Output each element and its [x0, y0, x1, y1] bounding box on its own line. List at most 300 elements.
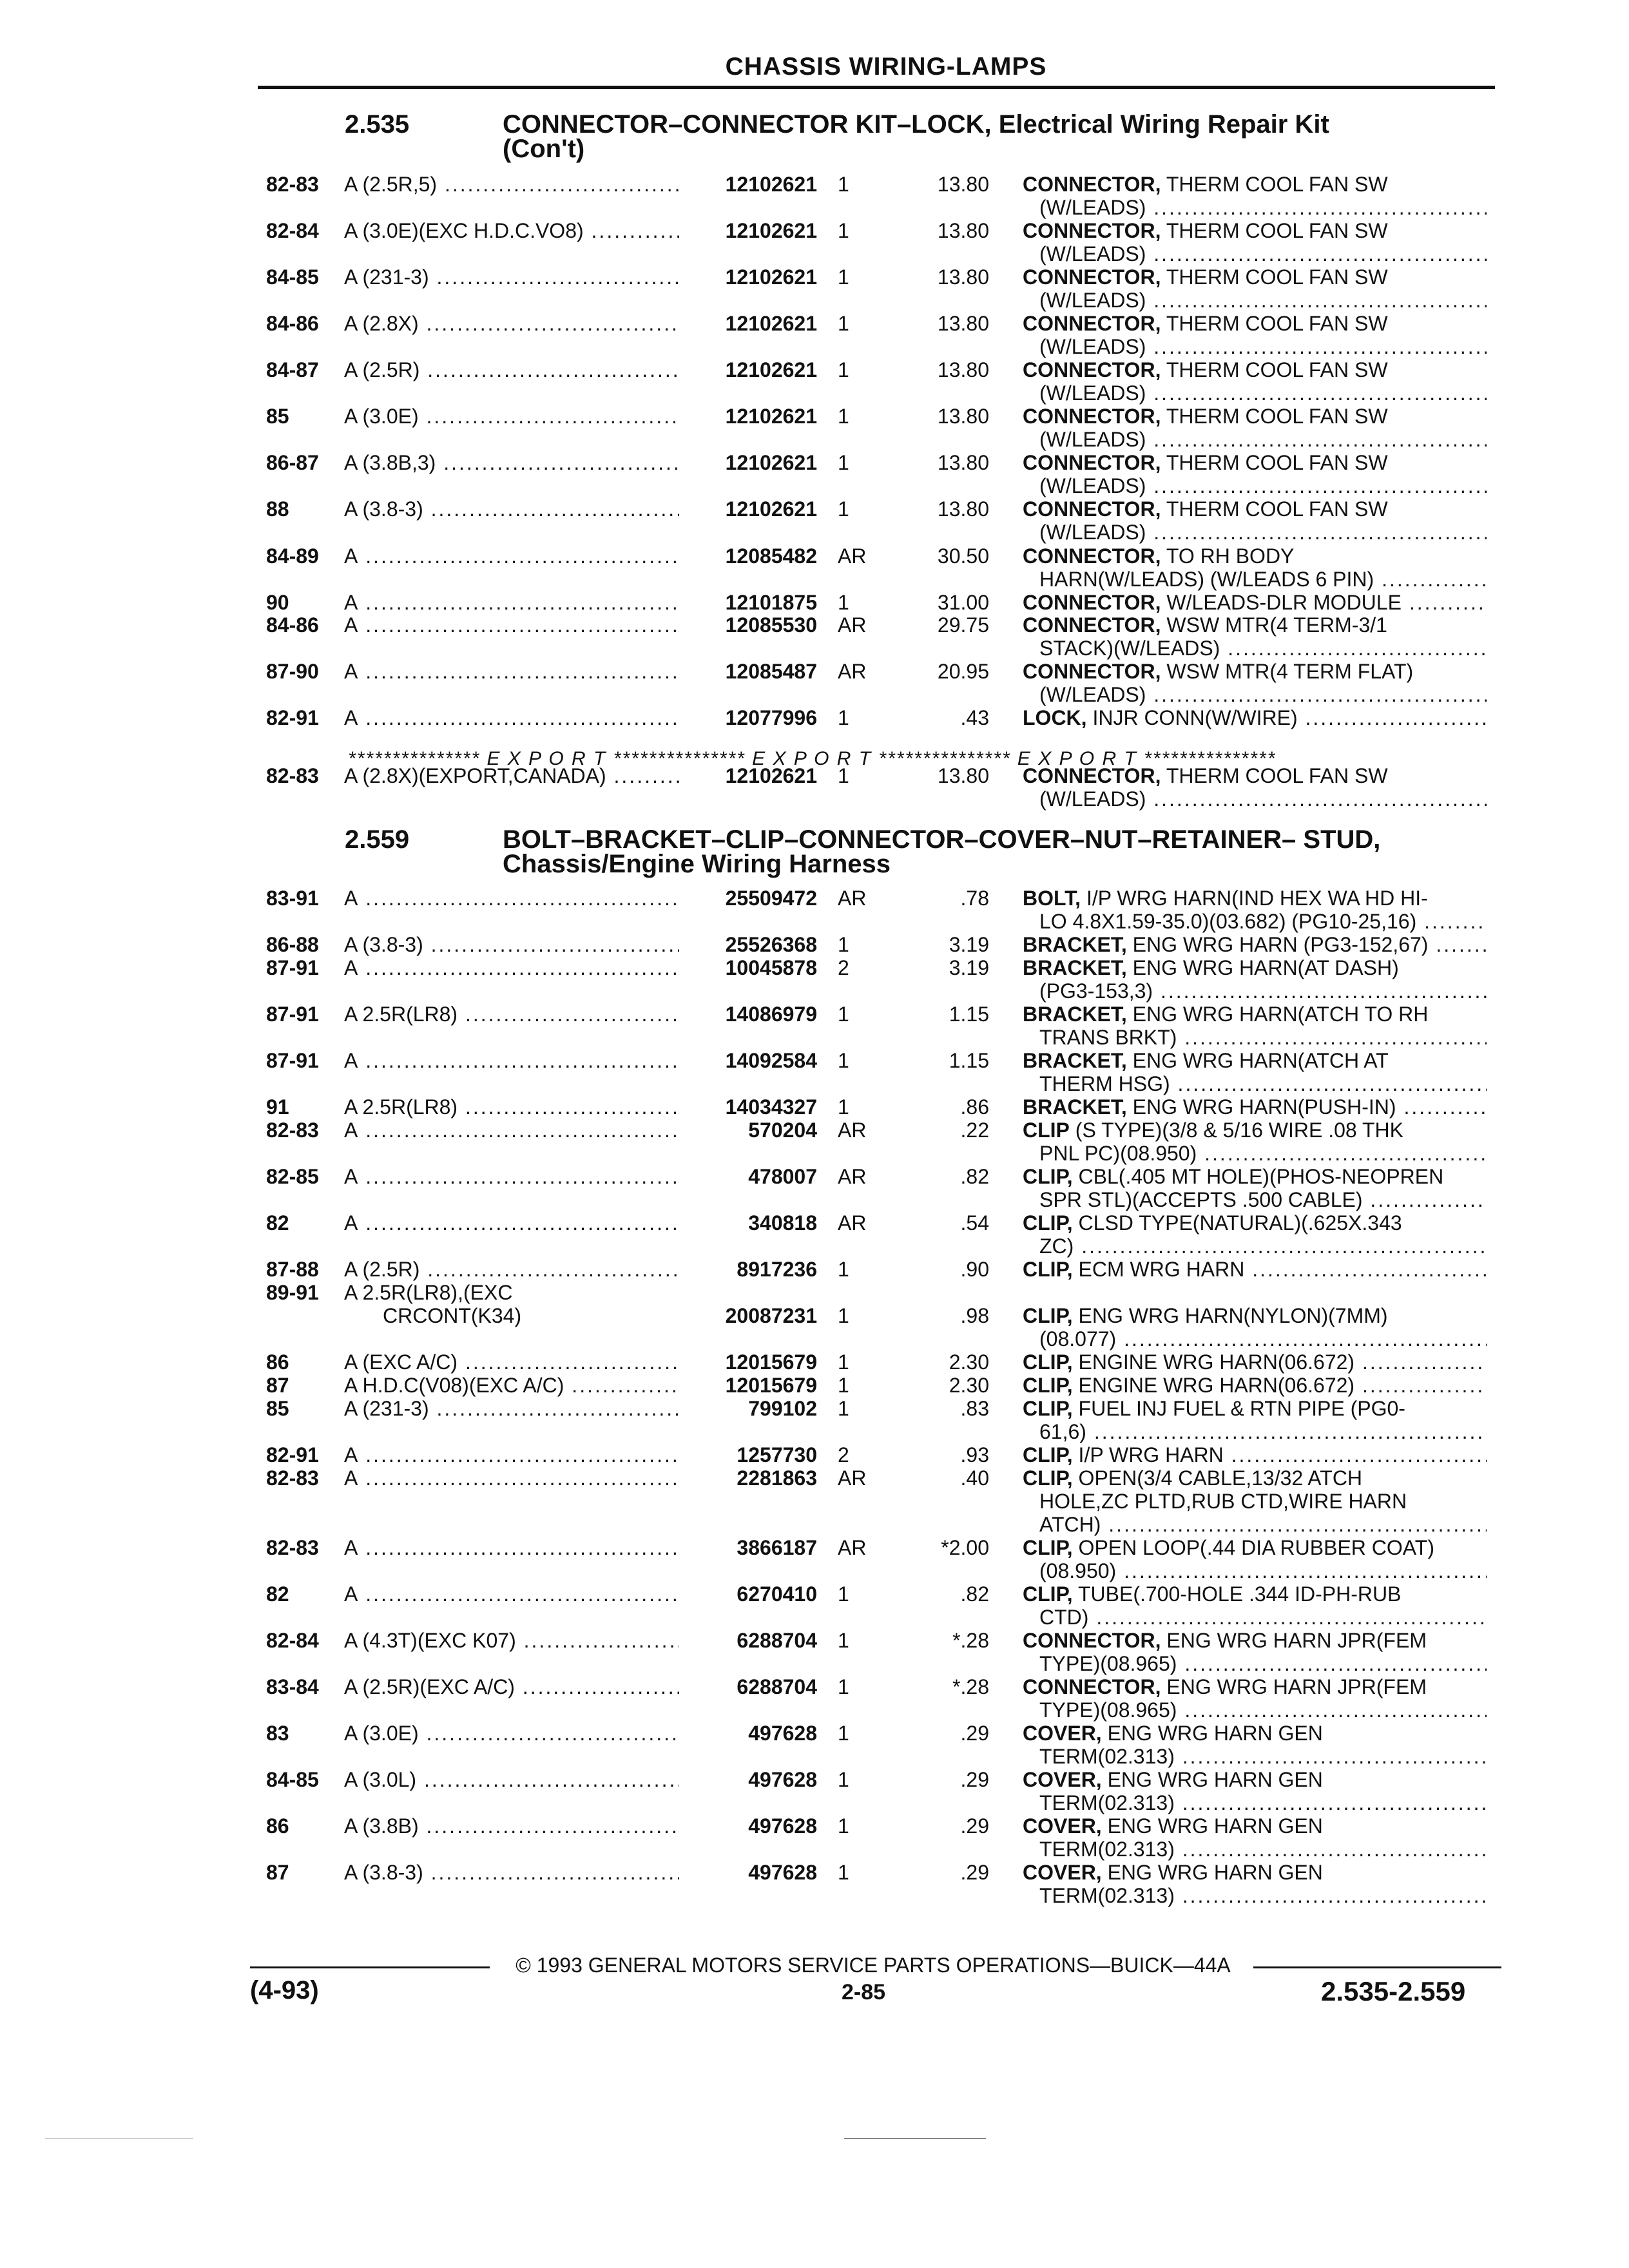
part-description [1023, 1049, 1487, 1095]
part-name: BRACKET, [1023, 1049, 1127, 1072]
part-number: 12102621 [725, 358, 817, 381]
model-application [344, 312, 679, 335]
model-year: 86 [266, 1814, 289, 1838]
model-text: A (3.8-3) [344, 1861, 423, 1884]
price: 13.80 [937, 265, 989, 289]
description-line [1023, 497, 1487, 521]
description-line [1023, 1304, 1487, 1327]
model-year: 86-88 [266, 933, 319, 956]
description-line [1023, 1119, 1487, 1142]
part-description [1023, 1814, 1487, 1861]
model-year: 85 [266, 1397, 289, 1420]
model-text: A 2.5R(LR8) [344, 1095, 458, 1119]
description-line [1023, 706, 1487, 729]
part-detail: ENG WRG HARN(NYLON)(7MM) [1072, 1304, 1388, 1327]
part-number: 3866187 [737, 1536, 817, 1559]
part-detail: ENG WRG HARN JPR(FEM [1161, 1629, 1427, 1652]
section-number: 2.559 [345, 825, 410, 854]
footer-rule-left [250, 1966, 490, 1968]
description-line [1023, 956, 1487, 979]
model-text: A (2.8X)(EXPORT,CANADA) [344, 764, 606, 787]
model-application [344, 1443, 679, 1466]
model-text: A (2.8X) [344, 312, 419, 335]
quantity: 1 [838, 706, 849, 729]
part-number: 2281863 [737, 1466, 817, 1490]
model-text: A [344, 591, 358, 614]
part-detail: THERM COOL FAN SW [1161, 219, 1388, 242]
part-description [1023, 660, 1487, 706]
part-name: CONNECTOR, [1023, 497, 1161, 521]
model-year: 89-91 [266, 1281, 319, 1304]
model-application [344, 1814, 679, 1838]
part-name: CLIP, [1023, 1165, 1073, 1188]
part-description [1023, 1861, 1487, 1907]
quantity: 1 [838, 1675, 849, 1698]
model-application [344, 613, 679, 637]
model-application [344, 1003, 679, 1026]
description-line [1023, 1350, 1487, 1374]
part-detail: THERM COOL FAN SW [1161, 358, 1388, 381]
description-line-continued: TYPE)(08.965) ..... [1023, 1698, 1487, 1722]
model-application [344, 173, 679, 196]
description-line-continued: (W/LEADS) ..... [1023, 289, 1487, 312]
model-application [344, 1675, 679, 1698]
model-year: 83-91 [266, 887, 319, 910]
footer-date-code: (4-93) [250, 1976, 319, 2004]
quantity: AR [838, 660, 867, 683]
model-application [344, 1397, 679, 1420]
model-application [344, 1536, 679, 1559]
model-year: 84-89 [266, 544, 319, 568]
model-application [344, 1374, 679, 1397]
description-line [1023, 1768, 1487, 1791]
model-text: A H.D.C(V08)(EXC A/C) [344, 1374, 564, 1397]
part-number: 12085482 [725, 544, 817, 568]
description-line-continued: SPR STL)(ACCEPTS .500 CABLE) ..... [1023, 1188, 1487, 1211]
price: .82 [960, 1165, 989, 1188]
quantity: 1 [838, 1814, 849, 1838]
part-detail: ENGINE WRG HARN(06.672) [1072, 1350, 1355, 1374]
section-title: BOLT–BRACKET–CLIP–CONNECTOR–COVER–NUT–RETAINER– STUD, [503, 825, 1381, 854]
model-text: A 2.5R(LR8),(EXC [344, 1281, 513, 1304]
part-number: 14034327 [725, 1095, 817, 1119]
part-detail: THERM COOL FAN SW [1161, 173, 1388, 196]
quantity: 1 [838, 1003, 849, 1026]
part-name: CONNECTOR, [1023, 613, 1161, 637]
part-description [1023, 1722, 1487, 1768]
price: .98 [960, 1304, 989, 1327]
model-year: 82-85 [266, 1165, 319, 1188]
price: 13.80 [937, 405, 989, 428]
model-year: 84-85 [266, 1768, 319, 1791]
part-description [1023, 956, 1487, 1003]
description-line [1023, 1443, 1487, 1466]
description-line [1023, 173, 1487, 196]
description-line [1023, 1861, 1487, 1884]
part-number: 12085487 [725, 660, 817, 683]
model-text: A (3.0L) [344, 1768, 417, 1791]
footer-section-range: 2.535-2.559 [1321, 1976, 1466, 2006]
part-number: 497628 [748, 1814, 817, 1838]
part-description [1023, 451, 1487, 497]
model-application [344, 1165, 679, 1188]
part-number: 6288704 [737, 1629, 817, 1652]
part-number: 12102621 [725, 764, 817, 787]
part-detail: ENG WRG HARN (PG3-152,67) [1126, 933, 1429, 956]
description-line [1023, 1582, 1487, 1606]
description-line-continued: (W/LEADS) ..... [1023, 521, 1487, 544]
model-text: A (3.8-3) [344, 497, 423, 521]
part-description [1023, 706, 1487, 729]
part-name: CLIP, [1023, 1211, 1073, 1235]
quantity: 1 [838, 1350, 849, 1374]
part-detail: (S TYPE)(3/8 & 5/16 WIRE .08 THK [1069, 1119, 1403, 1142]
price: 13.80 [937, 358, 989, 381]
part-name: CONNECTOR, [1023, 358, 1161, 381]
part-description [1023, 1119, 1487, 1165]
part-description [1023, 358, 1487, 405]
model-text: A [344, 1536, 358, 1559]
part-description [1023, 1675, 1487, 1722]
part-number: 570204 [748, 1119, 817, 1142]
model-application [344, 706, 679, 729]
description-line-continued: 61,6) ..... [1023, 1420, 1487, 1443]
part-number: 478007 [748, 1165, 817, 1188]
part-description [1023, 173, 1487, 219]
description-line-continued: TERM(02.313) ..... [1023, 1745, 1487, 1768]
part-name: CLIP, [1023, 1397, 1073, 1420]
part-detail: OPEN LOOP(.44 DIA RUBBER COAT) [1072, 1536, 1434, 1559]
description-line [1023, 1397, 1487, 1420]
part-number: 25509472 [725, 887, 817, 910]
description-line [1023, 1211, 1487, 1235]
quantity: 1 [838, 1722, 849, 1745]
section-title: CONNECTOR–CONNECTOR KIT–LOCK, Electrical Wiring Repair Kit [503, 110, 1329, 139]
description-line [1023, 1466, 1487, 1490]
description-line-continued: PNL PC)(08.950) ..... [1023, 1142, 1487, 1165]
part-name: COVER, [1023, 1861, 1102, 1884]
part-name: LOCK, [1023, 706, 1087, 729]
quantity: 1 [838, 591, 849, 614]
part-description [1023, 1165, 1487, 1211]
model-text: A [344, 660, 358, 683]
quantity: 1 [838, 1397, 849, 1420]
part-name: CONNECTOR, [1023, 544, 1161, 568]
model-year: 82-83 [266, 1466, 319, 1490]
model-text: A (3.8B,3) [344, 451, 436, 474]
model-text: A (231-3) [344, 265, 429, 289]
price: .82 [960, 1582, 989, 1606]
part-name: CLIP, [1023, 1582, 1073, 1606]
description-line-continued: CTD) ..... [1023, 1606, 1487, 1629]
quantity: 1 [838, 173, 849, 196]
model-year: 82 [266, 1211, 289, 1235]
part-detail: ENG WRG HARN GEN [1101, 1861, 1323, 1884]
description-line-continued: (PG3-153,3) ..... [1023, 979, 1487, 1003]
price: .22 [960, 1119, 989, 1142]
model-year: 82 [266, 1582, 289, 1606]
model-text: A (2.5R)(EXC A/C) [344, 1675, 515, 1698]
model-year: 84-87 [266, 358, 319, 381]
price: 13.80 [937, 451, 989, 474]
part-name: CLIP, [1023, 1304, 1073, 1327]
quantity: 2 [838, 956, 849, 979]
part-detail: ENG WRG HARN(AT DASH) [1126, 956, 1399, 979]
part-detail: WSW MTR(4 TERM-3/1 [1161, 613, 1387, 637]
part-description [1023, 265, 1487, 312]
model-application [344, 764, 679, 787]
description-line [1023, 1722, 1487, 1745]
description-line [1023, 660, 1487, 683]
description-line [1023, 219, 1487, 242]
part-name: CONNECTOR, [1023, 1675, 1161, 1698]
model-text: A [344, 1443, 358, 1466]
part-description [1023, 544, 1487, 591]
quantity: 1 [838, 1095, 849, 1119]
description-line [1023, 1814, 1487, 1838]
quantity: AR [838, 613, 867, 637]
part-description [1023, 1768, 1487, 1814]
price: .29 [960, 1722, 989, 1745]
model-application [344, 358, 679, 381]
model-text: A (2.5R) [344, 358, 420, 381]
part-name: CLIP, [1023, 1350, 1073, 1374]
part-detail: TO RH BODY [1161, 544, 1295, 568]
quantity: 1 [838, 1582, 849, 1606]
model-text: A [344, 544, 358, 568]
part-number: 12102621 [725, 265, 817, 289]
part-number: 8917236 [737, 1258, 817, 1281]
description-line-continued: LO 4.8X1.59-35.0)(03.682) (PG10-25,16) ..... [1023, 910, 1487, 933]
price: .78 [960, 887, 989, 910]
quantity: 1 [838, 933, 849, 956]
part-name: COVER, [1023, 1722, 1102, 1745]
description-line-continued: (W/LEADS) ..... [1023, 474, 1487, 497]
description-line-continued: (W/LEADS) ..... [1023, 335, 1487, 358]
part-detail: ENG WRG HARN GEN [1101, 1768, 1323, 1791]
model-text: A (3.0E) [344, 405, 419, 428]
description-line-continued: (W/LEADS) ..... [1023, 787, 1487, 811]
model-year: 83 [266, 1722, 289, 1745]
description-line [1023, 1374, 1487, 1397]
part-number: 6288704 [737, 1675, 817, 1698]
description-line [1023, 405, 1487, 428]
part-detail: INJR CONN(W/WIRE) [1086, 706, 1298, 729]
page-header-title: CHASSIS WIRING-LAMPS [725, 53, 1047, 81]
part-name: CLIP, [1023, 1466, 1073, 1490]
part-description [1023, 591, 1487, 614]
model-year: 87-91 [266, 1003, 319, 1026]
part-description [1023, 887, 1487, 933]
model-application [344, 405, 679, 428]
part-name: CONNECTOR, [1023, 312, 1161, 335]
price: .29 [960, 1768, 989, 1791]
price: 2.30 [949, 1374, 989, 1397]
part-number: 12102621 [725, 312, 817, 335]
part-name: COVER, [1023, 1814, 1102, 1838]
description-line-continued: ZC) ..... [1023, 1235, 1487, 1258]
description-line-continued: (W/LEADS) ..... [1023, 381, 1487, 405]
model-text: A (3.8-3) [344, 933, 423, 956]
part-number: 12102621 [725, 497, 817, 521]
model-year: 84-85 [266, 265, 319, 289]
description-line-continued: HOLE,ZC PLTD,RUB CTD,WIRE HARN [1039, 1490, 1407, 1513]
part-detail: THERM COOL FAN SW [1161, 764, 1388, 787]
part-name: CLIP, [1023, 1536, 1073, 1559]
quantity: AR [838, 544, 867, 568]
scan-artifact-line [45, 2138, 193, 2139]
part-description [1023, 1258, 1487, 1281]
part-description [1023, 1582, 1487, 1629]
model-application [344, 1582, 679, 1606]
part-name: BOLT, [1023, 887, 1081, 910]
description-line-continued: TERM(02.313) ..... [1023, 1884, 1487, 1907]
model-year: 84-86 [266, 312, 319, 335]
model-year: 87-88 [266, 1258, 319, 1281]
description-line-continued: (08.950) ..... [1023, 1559, 1487, 1582]
part-name: BRACKET, [1023, 956, 1127, 979]
price: 20.95 [937, 660, 989, 683]
part-detail: ENGINE WRG HARN(06.672) [1072, 1374, 1355, 1397]
part-detail: ENG WRG HARN(PUSH-IN) [1126, 1095, 1396, 1119]
quantity: 1 [838, 219, 849, 242]
model-text: A (2.5R,5) [344, 173, 438, 196]
part-name: BRACKET, [1023, 1003, 1127, 1026]
model-year: 82-83 [266, 764, 319, 787]
description-line-continued: THERM HSG) ..... [1023, 1072, 1487, 1095]
description-line-continued: TERM(02.313) ..... [1023, 1838, 1487, 1861]
model-application [344, 660, 679, 683]
price: 1.15 [949, 1049, 989, 1072]
description-line-continued: (08.077) ..... [1023, 1327, 1487, 1350]
part-detail: ECM WRG HARN [1072, 1258, 1245, 1281]
model-text: A 2.5R(LR8) [344, 1003, 458, 1026]
part-detail: THERM COOL FAN SW [1161, 312, 1388, 335]
part-name: CLIP, [1023, 1258, 1073, 1281]
part-detail: OPEN(3/4 CABLE,13/32 ATCH [1072, 1466, 1363, 1490]
description-line [1023, 1675, 1487, 1698]
part-detail: CBL(.405 MT HOLE)(PHOS-NEOPREN [1072, 1165, 1444, 1188]
model-application [344, 544, 679, 568]
model-application [344, 1466, 679, 1490]
part-name: CONNECTOR, [1023, 660, 1161, 683]
part-number: 12102621 [725, 405, 817, 428]
quantity: 1 [838, 265, 849, 289]
part-detail: THERM COOL FAN SW [1161, 265, 1388, 289]
part-detail: I/P WRG HARN(IND HEX WA HD HI- [1081, 887, 1428, 910]
description-line [1023, 933, 1487, 956]
description-line-continued: ATCH) ..... [1023, 1513, 1487, 1536]
price: 3.19 [949, 956, 989, 979]
model-application [344, 1768, 679, 1791]
part-number: 497628 [748, 1722, 817, 1745]
part-name: CONNECTOR, [1023, 764, 1161, 787]
part-name: CLIP [1023, 1119, 1070, 1142]
part-detail: THERM COOL FAN SW [1161, 405, 1388, 428]
part-description [1023, 1466, 1487, 1536]
model-year: 84-86 [266, 613, 319, 637]
description-line [1023, 451, 1487, 474]
model-year: 82-83 [266, 1119, 319, 1142]
price: .29 [960, 1814, 989, 1838]
price: .40 [960, 1466, 989, 1490]
model-application [344, 956, 679, 979]
model-application [344, 887, 679, 910]
model-text: A (3.8B) [344, 1814, 419, 1838]
part-description [1023, 764, 1487, 811]
model-text: A [344, 956, 358, 979]
quantity: AR [838, 1466, 867, 1490]
model-application [344, 1350, 679, 1374]
model-text: A [344, 613, 358, 637]
price: 13.80 [937, 173, 989, 196]
quantity: AR [838, 1211, 867, 1235]
model-year: 87-90 [266, 660, 319, 683]
model-application [344, 933, 679, 956]
section-2559-heading [345, 826, 1505, 879]
price: *.28 [952, 1629, 989, 1652]
model-year: 82-91 [266, 706, 319, 729]
quantity: 1 [838, 764, 849, 787]
model-text: A [344, 887, 358, 910]
part-number: 12102621 [725, 451, 817, 474]
model-text: A (4.3T)(EXC K07) [344, 1629, 516, 1652]
model-application [344, 451, 679, 474]
part-name: CONNECTOR, [1023, 591, 1161, 614]
price: 3.19 [949, 933, 989, 956]
price: .93 [960, 1443, 989, 1466]
quantity: AR [838, 887, 867, 910]
part-description [1023, 312, 1487, 358]
section-subtitle: (Con't) [503, 135, 585, 163]
model-year: 87 [266, 1861, 289, 1884]
part-description [1023, 1003, 1487, 1049]
quantity: 1 [838, 405, 849, 428]
model-text: A (2.5R) [344, 1258, 420, 1281]
price: 1.15 [949, 1003, 989, 1026]
part-number: 497628 [748, 1861, 817, 1884]
footer-page-number: 2-85 [841, 1980, 886, 2004]
model-application [344, 219, 679, 242]
model-application [344, 265, 679, 289]
quantity: 1 [838, 1768, 849, 1791]
description-line [1023, 764, 1487, 787]
part-description [1023, 1374, 1487, 1397]
part-number: 14092584 [725, 1049, 817, 1072]
part-number: 340818 [748, 1211, 817, 1235]
model-year: 90 [266, 591, 289, 614]
price: 31.00 [937, 591, 989, 614]
description-line [1023, 358, 1487, 381]
description-line-continued: (W/LEADS) ..... [1023, 242, 1487, 265]
price: .43 [960, 706, 989, 729]
model-application [344, 1861, 679, 1884]
model-year: 87-91 [266, 1049, 319, 1072]
part-name: CLIP, [1023, 1374, 1073, 1397]
description-line [1023, 544, 1487, 568]
model-application [344, 1258, 679, 1281]
description-line [1023, 1258, 1487, 1281]
part-description [1023, 497, 1487, 544]
footer-rule-right [1253, 1966, 1501, 1968]
part-description [1023, 933, 1487, 956]
description-line-continued: TYPE)(08.965) ..... [1023, 1652, 1487, 1675]
part-number: 12102621 [725, 219, 817, 242]
part-name: CONNECTOR, [1023, 265, 1161, 289]
part-number: 14086979 [725, 1003, 817, 1026]
part-detail: WSW MTR(4 TERM FLAT) [1161, 660, 1414, 683]
description-line-continued: (W/LEADS) ..... [1023, 196, 1487, 219]
